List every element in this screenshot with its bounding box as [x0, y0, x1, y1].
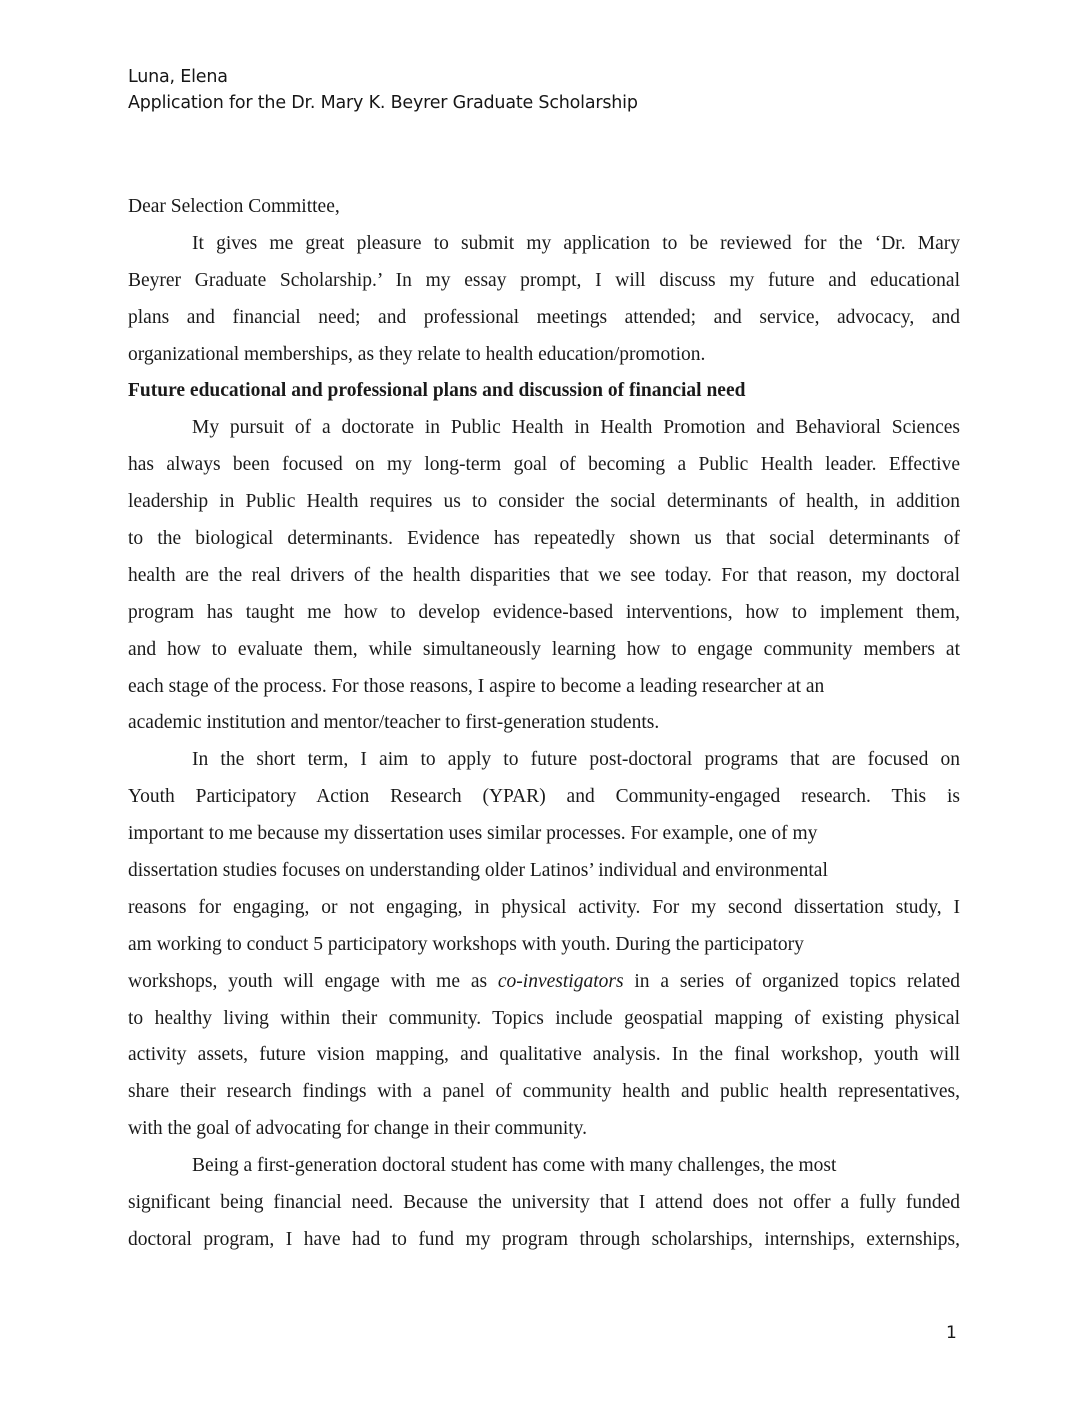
paragraph-line: to the biological determinants. Evidence has repeatedly shown us that social determinants of	[128, 528, 960, 550]
paragraph-line: each stage of the process. For those reasons, I aspire to become a leading researcher at an	[128, 675, 825, 697]
intro-line: plans and financial need; and professional meetings attended; and service, advocacy, and	[128, 306, 960, 328]
section-heading: Future educational and professional plans and discussion of financial need	[128, 380, 746, 402]
paragraph-2	[128, 746, 960, 1152]
letter-body	[128, 193, 960, 1263]
paragraph-line: dissertation studies focuses on understanding older Latinos’ individual and environmental	[128, 860, 828, 882]
intro-paragraph	[128, 230, 960, 378]
paragraph-line	[128, 968, 960, 1005]
paragraph-line: am working to conduct 5 participatory workshops with youth. During the participatory	[128, 933, 804, 955]
paragraph-line: program has taught me how to develop evidence-based interventions, how to implement them,	[128, 601, 960, 623]
paragraph-1	[128, 414, 960, 746]
paragraph-line: has always been focused on my long-term goal of becoming a Public Health leader. Effective	[128, 454, 960, 476]
paragraph-line: Youth Participatory Action Research (YPAR) and Community-engaged research. This is	[128, 786, 960, 808]
document-header	[128, 64, 638, 116]
line-text: in a series of organized topics related	[623, 970, 960, 992]
intro-line: organizational memberships, as they relate to health education/promotion.	[128, 343, 706, 365]
intro-line: It gives me great pleasure to submit my application to be reviewed for the ‘Dr. Mary	[192, 232, 960, 254]
intro-line: Beyrer Graduate Scholarship.’ In my essay prompt, I will discuss my future and educational	[128, 269, 960, 291]
paragraph-line: activity assets, future vision mapping, and qualitative analysis. In the final workshop, youth will	[128, 1044, 960, 1066]
paragraph-line: Being a first-generation doctoral student has come with many challenges, the most	[192, 1155, 837, 1177]
salutation: Dear Selection Committee,	[128, 196, 340, 217]
emphasized-term: co-investigators	[497, 970, 624, 992]
paragraph-3	[128, 1152, 960, 1263]
paragraph-line: to healthy living within their community. Topics include geospatial mapping of existing physical	[128, 1007, 960, 1029]
page-number: 1	[946, 1323, 957, 1343]
paragraph-line: My pursuit of a doctorate in Public Health in Health Promotion and Behavioral Sciences	[192, 417, 960, 439]
paragraph-line: with the goal of advocating for change in their community.	[128, 1118, 588, 1140]
paragraph-line: and how to evaluate them, while simultaneously learning how to engage community members at	[128, 638, 960, 660]
application-title: Application for the Dr. Mary K. Beyrer Graduate Scholarship	[128, 93, 638, 113]
paragraph-line: significant being financial need. Because the university that I attend does not offer a fully funded	[128, 1192, 960, 1214]
paragraph-line: health are the real drivers of the health disparities that we see today. For that reason, my doctoral	[128, 564, 960, 586]
paragraph-line: important to me because my dissertation uses similar processes. For example, one of my	[128, 823, 818, 845]
line-text: workshops, youth will engage with me as	[128, 970, 498, 992]
paragraph-line: reasons for engaging, or not engaging, in physical activity. For my second dissertation study, I	[128, 896, 960, 918]
paragraph-line: In the short term, I aim to apply to future post-doctoral programs that are focused on	[192, 749, 960, 771]
paragraph-line: doctoral program, I have had to fund my program through scholarships, internships, externships,	[128, 1228, 960, 1250]
paragraph-line: academic institution and mentor/teacher to first-generation students.	[128, 712, 660, 734]
paragraph-line: share their research findings with a panel of community health and public health representatives,	[128, 1081, 960, 1103]
applicant-name: Luna, Elena	[128, 67, 228, 87]
paragraph-line: leadership in Public Health requires us to consider the social determinants of health, in addition	[128, 491, 960, 513]
